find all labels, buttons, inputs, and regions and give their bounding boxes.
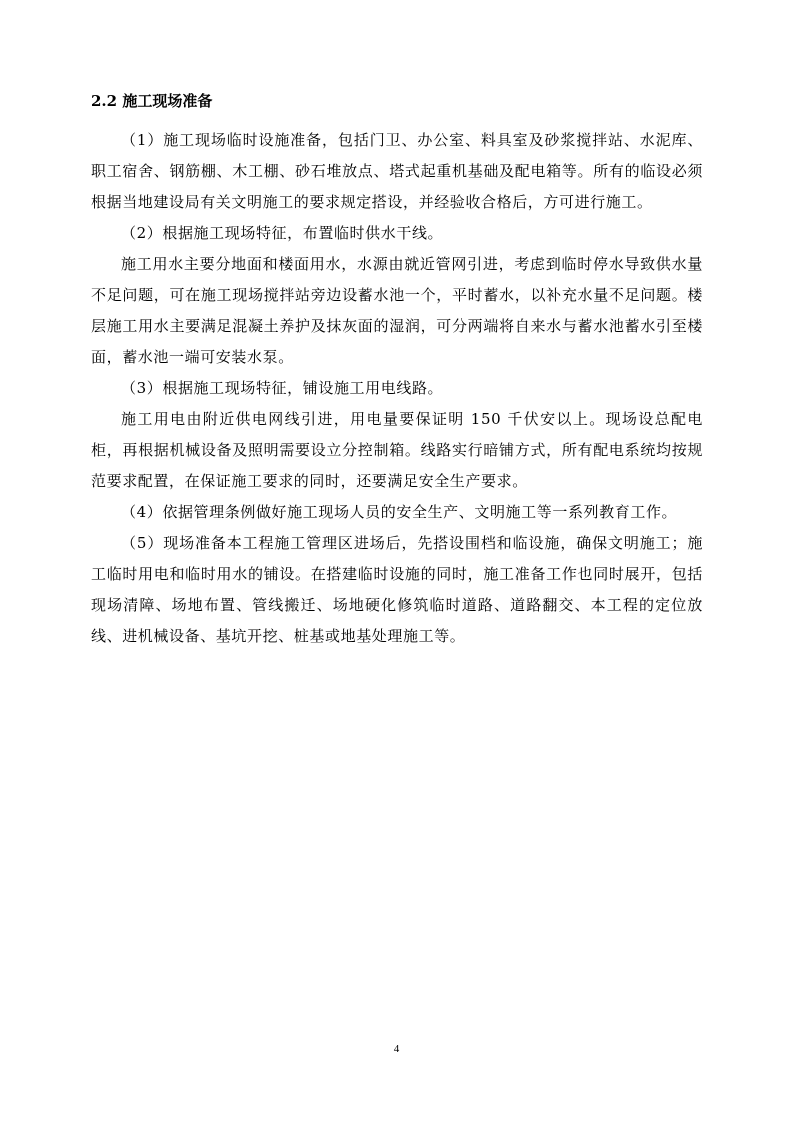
paragraph-safety-education: （4）依据管理条例做好施工现场人员的安全生产、文明施工等一系列教育工作。	[121, 503, 678, 521]
paragraph-site-preparation: （5）现场准备本工程施工管理区进场后，先搭设围档和临设施，确保文明施工；施工临时用电和临时用水的铺设。在搭建临时设施的同时，施工准备工作也同时展开，包括现场清障、场地布置、管线搬迁、场地硬化修筑临时道路、道路翻交、本工程的定位放线、进机械设备、基坑开挖、桩基或地基处理施工等。	[91, 534, 703, 645]
page-number: 4	[393, 1043, 400, 1055]
paragraph-power-supply-heading: （3）根据施工现场特征，铺设施工用电线路。	[121, 379, 444, 397]
body-text	[91, 125, 703, 652]
paragraph-water-supply-detail: 施工用水主要分地面和楼面用水，水源由就近管网引进，考虑到临时停水导致供水量不足问题，可在施工现场搅拌站旁边设蓄水池一个，平时蓄水，以补充水量不足问题。楼层施工用水主要满足混凝土养护及抹灰面的湿润，可分两端将自来水与蓄水池蓄水引至楼面，蓄水池一端可安装水泵。	[91, 255, 703, 366]
paragraph-water-supply-heading: （2）根据施工现场特征，布置临时供水干线。	[121, 224, 444, 242]
paragraph-temporary-facilities: （1）施工现场临时设施准备，包括门卫、办公室、料具室及砂浆搅拌站、水泥库、职工宿舍、钢筋棚、木工棚、砂石堆放点、塔式起重机基础及配电箱等。所有的临设必须根据当地建设局有关文明施工的要求规定搭设，并经验收合格后，方可进行施工。	[91, 131, 703, 211]
paragraph-power-supply-detail: 施工用电由附近供电网线引进，用电量要保证明 150 千伏安以上。现场设总配电柜，再根据机械设备及照明需要设立分控制箱。线路实行暗铺方式，所有配电系统均按规范要求配置，在保证施工要求的同时，还要满足安全生产要求。	[91, 410, 703, 490]
section-heading: 2.2 施工现场准备	[91, 92, 213, 110]
